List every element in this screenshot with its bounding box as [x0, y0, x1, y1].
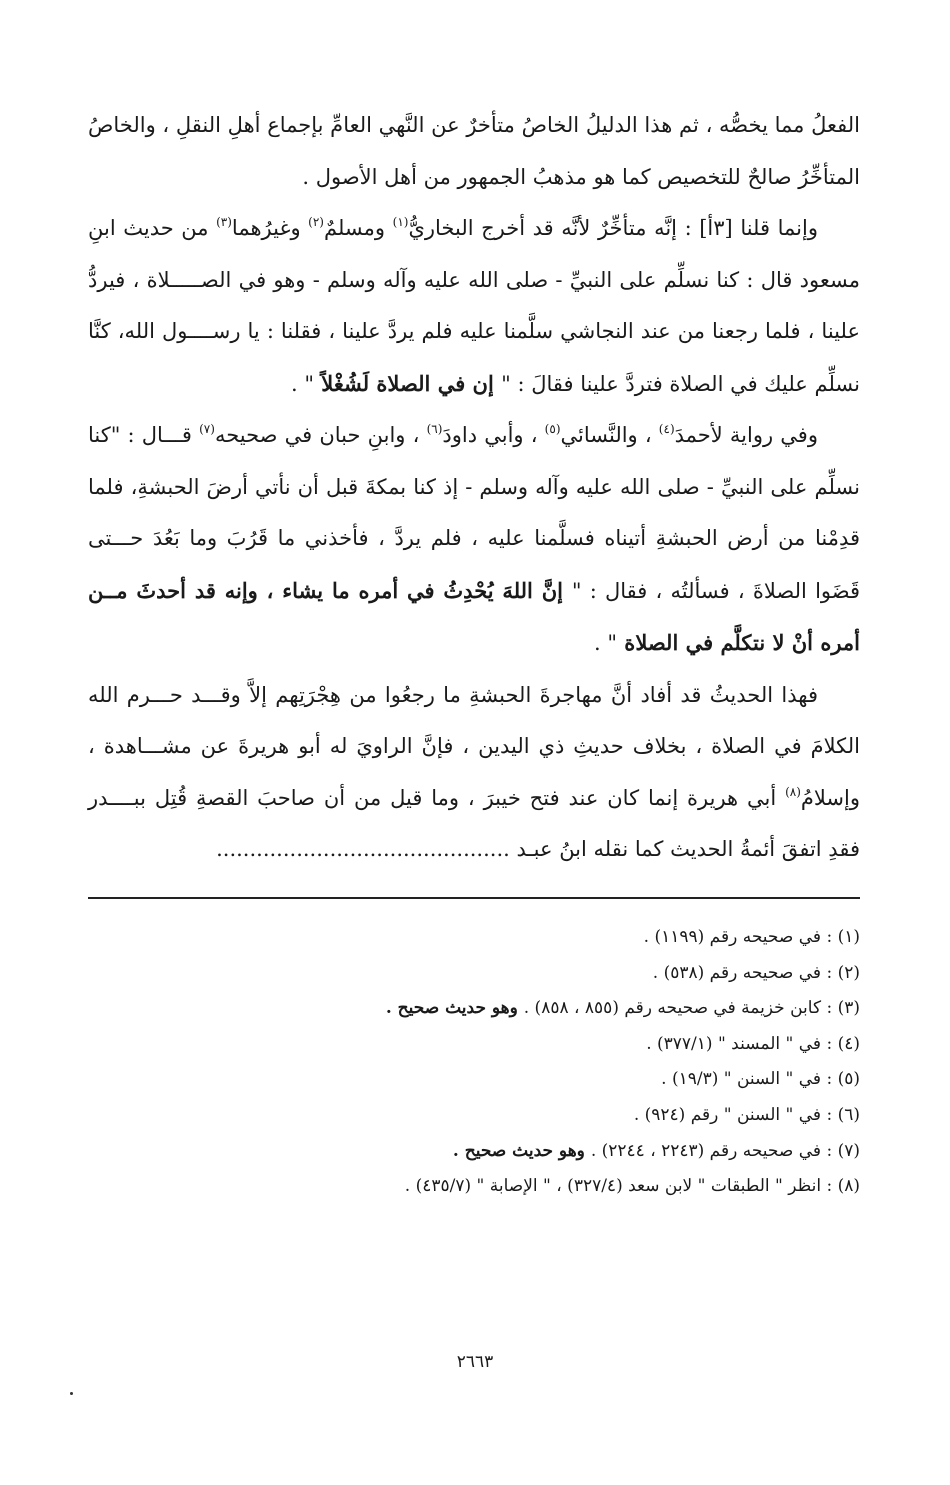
footnote-5: (٥) : في " السنن " (١٩/٣) . [661, 1069, 860, 1090]
paragraph-4: فهذا الحديثُ قد أفاد أنَّ مهاجرةَ الحبشةِ ما رجعُوا من هِجْرَتِهم إلاَّ وقـــد حـــرم الله الكلامَ في الصلاة ، بخلاف حديثِ ذي اليدين ، فإنَّ الراويَ له أبو هريرةَ عن مشـــاهدة ، وإسلامُ$^{(٨)}$ أبي هريرة إنما كان عند فتح خيبرَ ، وما قيل من أن صاحبَ القصةِ قُتِل ببــــدر فقدِ اتفقَ أئمةُ الحديث كما نقله ابنُ عبـد ............................................ [88, 682, 860, 861]
footnote-ref-8[interactable]: (٨) [785, 784, 801, 799]
footnote-8: (٨) : انظر " الطبقات " لابن سعد (٣٢٧/٤) ، " الإصابة " (٤٣٥/٧) . [404, 1176, 860, 1197]
footnote-1: (١) : في صحيحه رقم (١١٩٩) . [643, 927, 860, 947]
footnote-separator [88, 897, 860, 899]
footnote-ref-4[interactable]: (٤) [658, 422, 675, 436]
hadith-quote-1: إن في الصلاة لَشُغْلاً [314, 370, 502, 396]
grading-note: وهو حديث صحيح . [385, 998, 524, 1019]
footnote-2: (٢) : في صحيحه رقم (٥٣٨) . [652, 962, 860, 983]
footnote-ref-2[interactable]: (٢) [308, 215, 324, 229]
footnote-ref-7[interactable]: (٧) [199, 422, 215, 436]
footnote-4: (٤) : في " المسند " (٣٧٧/١) . [646, 1033, 860, 1054]
footnote-3: (٣) : كابن خزيمة في صحيحه رقم (٨٥٥ ، ٨٥٨) . وهو حديث صحيح . [385, 998, 860, 1019]
footnote-6: (٦) : في " السنن " رقم (٩٢٤) . [633, 1104, 860, 1125]
main-text [88, 100, 860, 876]
footnote-ref-1[interactable]: (١) [392, 215, 409, 229]
grading-note: وهو حديث صحيح . [452, 1140, 591, 1161]
scan-speck [70, 1392, 73, 1395]
footnote-ref-3[interactable]: (٣) [216, 215, 232, 229]
footnote-ref-6[interactable]: (٦) [426, 422, 443, 436]
page-number: ٢٦٦٣ [456, 1352, 494, 1372]
footnotes [88, 920, 860, 1205]
paragraph-1: الفعلُ مما يخصُّه ، ثم هذا الدليلُ الخاصُ متأخرٌ عن النَّهي العامِّ بإجماع أهلِ النقلِ ، والخاصُ المتأخِّرُ صالحٌ للتخصيص كما هو مذهبُ الجمهور من أهل الأصول . [88, 113, 860, 189]
footnote-ref-5[interactable]: (٥) [544, 422, 561, 436]
hadith-quote-2: إنَّ اللهَ يُحْدِثُ في أمره ما يشاء ، وإنه قد أحدثَ مــن أمره أنْ لا نتكلَّم في الصلاة [88, 577, 860, 655]
footnote-7: (٧) : في صحيحه رقم (٢٢٤٣ ، ٢٢٤٤) . وهو حديث صحيح . [452, 1140, 860, 1161]
paragraph-3: وفي رواية لأحمدَ$^{(٤)}$ ، والنَّسائي$^{(٥)}$ ، وأبي داودَ$^{(٦)}$ ، وابنِ حبان في صحيحه$^{(٧)}$ قـــال : "كنا نسلِّم على النبيِّ - صلى الله عليه وآله وسلم - إذ كنا بمكةَ قبل أن نأتي أرضَ الحبشةِ، فلما قدِمْنا من أرض الحبشةِ أتيناه فسلَّمنا عليه ، فلم يردَّ ، فأخذني ما قَرُبَ وما بَعُدَ حـــتى قَضَوا الصلاةَ ، فسألتُه ، فقال : " إنَّ اللهَ يُحْدِثُ في أمره ما يشاء ، وإنه قد أحدثَ مــن أمره أنْ لا نتكلَّم في الصلاة " . [88, 422, 861, 655]
paragraph-2: وإنما قلنا [٣أ] : إنَّه متأخِّرٌ لأنَّه قد أخرج البخاريُّ$^{(١)}$ ومسلمٌ$^{(٢)}$ وغيرُهما$^{(٣)}$ من حديث ابنِ مسعود قال : كنا نسلِّم على النبيِّ - صلى الله عليه وآله وسلم - وهو في الصـــــلاة ، فيردُّ علينا ، فلما رجعنا من عند النجاشي سلَّمنا عليه فلم يردَّ علينا ، فقلنا : يا رســــول الله، كنَّا نسلِّم عليك في الصلاة فتردَّ علينا فقالَ : " إن في الصلاة لَشُغْلاً " . [88, 215, 860, 396]
